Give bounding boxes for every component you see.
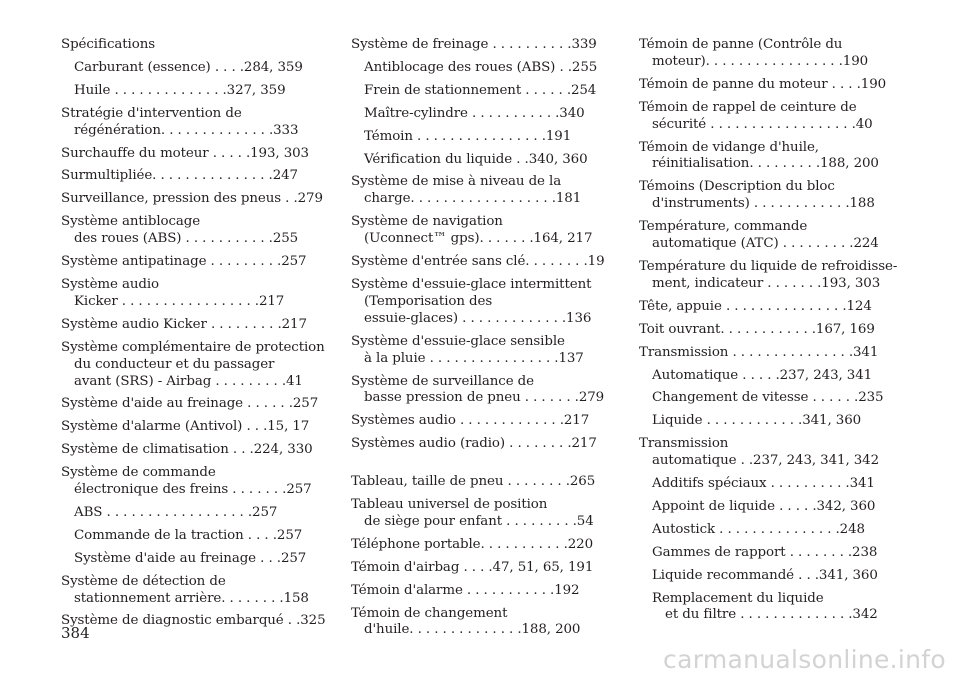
entry-line: Vérification du liquide . .340, 360: [364, 151, 588, 167]
index-subentry: [639, 545, 885, 562]
index-entry: [61, 419, 310, 436]
entry-continuation-line: essuie-glaces) . . . . . . . . . . . . .136: [364, 310, 592, 326]
index-entry: [61, 339, 325, 391]
entry-line: Remplacement du liquide: [652, 590, 824, 606]
entry-continuation-line: (Temporisation des: [364, 293, 493, 309]
entry-line: Système d'essuie-glace intermittent: [351, 276, 592, 292]
entry-line: Système de détection de: [61, 573, 226, 589]
entry-continuation-line: ment, indicateur . . . . . . .193, 303: [652, 275, 881, 291]
entry-line: Système audio: [61, 276, 160, 292]
entry-line: Système de surveillance de: [351, 373, 534, 389]
entry-continuation-line: automatique . .237, 243, 341, 342: [652, 453, 880, 469]
index-entry: [61, 191, 323, 208]
entry-line: Système d'entrée sans clé. . . . . . . .19: [351, 254, 605, 270]
entry-line: Maître-cylindre . . . . . . . . . . .340: [364, 105, 585, 121]
index-entry: [639, 322, 885, 339]
index-entry: [351, 37, 597, 54]
index-entry: [351, 537, 597, 554]
index-entry: [639, 436, 885, 470]
index-subentry: [351, 83, 597, 100]
entry-line: Huile . . . . . . . . . . . . . .327, 359: [74, 82, 286, 98]
index-entry: [61, 317, 307, 334]
index-entry: [351, 583, 597, 600]
entry-continuation-line: régénération. . . . . . . . . . . . . .333: [74, 122, 299, 138]
index-entry: [61, 396, 319, 413]
entry-line: Témoin . . . . . . . . . . . . . . . .191: [364, 128, 572, 144]
entry-line: Température, commande: [639, 219, 808, 235]
index-entry: [351, 214, 597, 248]
index-entry: [351, 334, 597, 368]
entry-line: Liquide . . . . . . . . . . . .341, 360: [652, 413, 862, 429]
index-entry: [61, 37, 307, 54]
index-entry: [61, 168, 307, 185]
index-entry: [351, 436, 597, 453]
index-subentry: [639, 390, 885, 407]
index-entry: [61, 106, 307, 140]
index-entry: [61, 214, 307, 248]
index-entry: [639, 179, 885, 213]
entry-continuation-line: basse pression de pneu . . . . . . .279: [364, 390, 605, 406]
index-subentry: [639, 522, 885, 539]
index-subentry: [61, 60, 307, 77]
entry-line: Témoin de panne du moteur . . . .190: [639, 76, 887, 92]
entry-line: Systèmes audio . . . . . . . . . . . . .217: [351, 413, 590, 429]
entry-line: Additifs spéciaux . . . . . . . . . .341: [652, 476, 875, 492]
entry-line: Toit ouvrant. . . . . . . . . . . .167, 169: [639, 321, 875, 337]
index-entry: [61, 613, 326, 630]
entry-continuation-line: stationnement arrière. . . . . . . .158: [74, 590, 309, 606]
index-subentry: [639, 413, 885, 430]
entry-line: Tableau universel de position: [351, 497, 548, 513]
section-gap: [351, 459, 597, 474]
index-entry: [351, 254, 605, 271]
index-subentry: [351, 106, 597, 123]
entry-line: Système de commande: [61, 465, 216, 481]
index-subentry: [639, 476, 885, 493]
index-subentry: [61, 528, 307, 545]
index-entry: [61, 277, 307, 311]
entry-line: Témoin de panne (Contrôle du: [639, 37, 843, 52]
index-entry: [351, 277, 597, 328]
entry-line: Système de climatisation . . .224, 330: [61, 442, 313, 458]
index-entry: [61, 254, 307, 271]
entry-continuation-line: Kicker . . . . . . . . . . . . . . . . .217: [74, 293, 285, 309]
index-column-1: [61, 37, 326, 636]
index-subentry: [639, 368, 885, 385]
entry-line: Surchauffe du moteur . . . . .193, 303: [61, 145, 309, 161]
entry-continuation-line: charge. . . . . . . . . . . . . . . . . .181: [364, 191, 582, 207]
entry-line: Témoin de rappel de ceinture de: [639, 99, 857, 115]
index-column-3: [639, 37, 898, 630]
index-entry: [61, 442, 313, 459]
index-entry: [351, 497, 597, 531]
index-subentry: [351, 129, 597, 146]
index-subentry: [351, 60, 597, 77]
index-entry: [639, 299, 885, 316]
entry-continuation-line: d'instruments) . . . . . . . . . . . .188: [652, 196, 875, 212]
entry-line: Tableau, taille de pneu . . . . . . . .265: [351, 474, 596, 490]
index-subentry: [639, 499, 885, 516]
index-entry: [61, 465, 312, 499]
index-subentry: [351, 152, 597, 169]
entry-line: Système complémentaire de protection: [61, 339, 325, 355]
index-entry: [351, 174, 597, 208]
index-subentry: [639, 568, 885, 585]
entry-line: Automatique . . . . .237, 243, 341: [652, 367, 873, 383]
index-subentry: [61, 83, 307, 100]
entry-line: Système d'alarme (Antivol) . . .15, 17: [61, 419, 310, 435]
index-entry: [639, 345, 885, 362]
entry-continuation-line: de siège pour enfant . . . . . . . . .54: [364, 513, 594, 529]
entry-line: Système audio Kicker . . . . . . . . .217: [61, 316, 307, 332]
entry-line: Spécifications: [61, 37, 155, 52]
entry-line: Système de navigation: [351, 214, 503, 230]
entry-line: Système de freinage . . . . . . . . . .339: [351, 37, 597, 52]
entry-continuation-line: (Uconnect™ gps). . . . . . .164, 217: [364, 231, 593, 247]
index-subentry: [639, 591, 885, 625]
entry-line: Témoin de vidange d'huile,: [639, 139, 819, 155]
entry-line: Système d'aide au freinage . . .257: [74, 550, 307, 566]
watermark-logo: carmanualsonline.info: [663, 645, 946, 674]
page-number: 384: [61, 624, 90, 642]
index-entry: [351, 373, 605, 408]
entry-line: Stratégie d'intervention de: [61, 105, 242, 121]
entry-line: Systèmes audio (radio) . . . . . . . .217: [351, 436, 597, 452]
entry-line: Système antipatinage . . . . . . . . .257: [61, 254, 307, 270]
index-entry: [61, 146, 307, 163]
index-entry: [351, 606, 597, 640]
entry-continuation-line: automatique (ATC) . . . . . . . . .224: [652, 236, 879, 252]
index-subentry: [61, 505, 307, 522]
entry-line: Surveillance, pression des pneus . .279: [61, 191, 323, 207]
entry-line: ABS . . . . . . . . . . . . . . . . . .257: [74, 504, 278, 520]
entry-continuation-line: électronique des freins . . . . . . .257: [74, 482, 312, 498]
entry-line: Changement de vitesse . . . . . .235: [652, 390, 884, 406]
index-entry: [351, 560, 597, 577]
index-entry: [351, 413, 597, 430]
index-entry: [61, 574, 307, 608]
entry-line: Appoint de liquide . . . . .342, 360: [652, 498, 876, 514]
entry-continuation-line: moteur). . . . . . . . . . . . . . . . .190: [652, 53, 869, 69]
entry-continuation-line: sécurité . . . . . . . . . . . . . . . . . .40: [652, 116, 873, 132]
entry-line: Transmission: [639, 436, 729, 452]
index-entry: [639, 258, 898, 293]
entry-line: Liquide recommandé . . .341, 360: [652, 567, 878, 583]
entry-continuation-line: à la pluie . . . . . . . . . . . . . . . .137: [364, 350, 584, 366]
entry-line: Autostick . . . . . . . . . . . . . . .248: [652, 521, 865, 537]
entry-line: Système d'essuie-glace sensible: [351, 333, 565, 349]
entry-line: Carburant (essence) . . . .284, 359: [74, 59, 303, 75]
index-entry: [639, 140, 885, 174]
entry-line: Tête, appuie . . . . . . . . . . . . . . .124: [639, 298, 872, 314]
index-subentry: [61, 551, 307, 568]
entry-continuation-line: et du filtre . . . . . . . . . . . . . .342: [665, 607, 878, 623]
entry-line: Frein de stationnement . . . . . .254: [364, 82, 597, 98]
entry-line: Transmission . . . . . . . . . . . . . . .341: [639, 344, 879, 360]
entry-line: Surmultipliée. . . . . . . . . . . . . . .247: [61, 168, 298, 184]
entry-line: Témoin de changement: [351, 605, 508, 621]
entry-continuation-line: des roues (ABS) . . . . . . . . . . .255: [74, 231, 299, 247]
entry-line: Système antiblocage: [61, 214, 201, 230]
entry-continuation-line: du conducteur et du passager: [74, 356, 275, 372]
index-column-2: [351, 37, 605, 645]
index-entry: [639, 37, 885, 71]
entry-line: Téléphone portable. . . . . . . . . . .220: [351, 536, 594, 552]
entry-line: Témoins (Description du bloc: [639, 179, 835, 195]
entry-line: Commande de la traction . . . .257: [74, 527, 303, 543]
entry-line: Témoin d'alarme . . . . . . . . . . .192: [351, 582, 580, 598]
entry-line: Système d'aide au freinage . . . . . .257: [61, 396, 319, 412]
entry-line: Système de diagnostic embarqué . .325: [61, 613, 326, 629]
entry-line: Système de mise à niveau de la: [351, 174, 562, 190]
entry-line: Témoin d'airbag . . . .47, 51, 65, 191: [351, 559, 594, 575]
entry-continuation-line: avant (SRS) - Airbag . . . . . . . . .41: [74, 373, 303, 389]
index-entry: [639, 219, 885, 253]
entry-line: Gammes de rapport . . . . . . . .238: [652, 544, 878, 560]
entry-continuation-line: d'huile. . . . . . . . . . . . . .188, 200: [364, 622, 581, 638]
index-entry: [351, 474, 597, 491]
index-entry: [639, 100, 885, 134]
index-entry: [639, 77, 885, 94]
entry-continuation-line: réinitialisation. . . . . . . . .188, 200: [652, 156, 879, 172]
entry-line: Antiblocage des roues (ABS) . .255: [364, 59, 598, 75]
entry-line: Température du liquide de refroidisse-: [639, 258, 898, 274]
